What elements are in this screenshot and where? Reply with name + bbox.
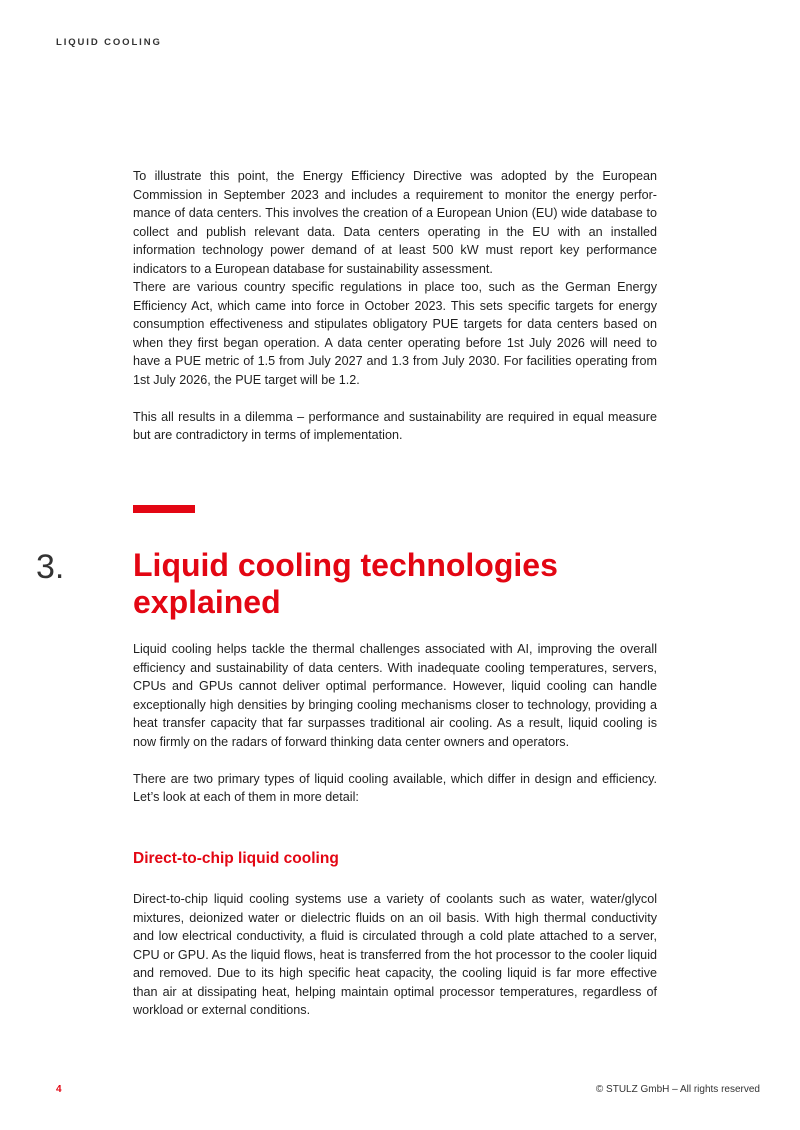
copyright-notice: © STULZ GmbH – All rights reserved	[595, 1084, 760, 1095]
section-text-block	[133, 640, 657, 807]
subsection-text-block	[133, 890, 657, 1020]
subsection-heading: Direct-to-chip liquid cooling	[133, 850, 339, 867]
section-number: 3.	[36, 548, 65, 586]
intro-paragraph: There are various country specific regulations in place too, such as the German Energy Efficiency Act, which came into force in October 2023. This sets specific targets for energy consumption effectiveness and stipulates obligatory PUE targets for data centers based on when they first began operation. A data center operating before 1st July 2026 will need to have a PUE metric of 1.5 from July 2027 and 1.3 from July 2030. For facilities operating from 1st July 2026, the PUE target will be 1.2.	[133, 280, 657, 387]
subsection-paragraph: Direct-to-chip liquid cooling systems use a variety of coolants such as water, water/glycol mixtures, deionized water or dielectric fluids on an oil basis. With high thermal conductivity and low electrical conductivity, a fluid is circulated through a cold plate attached to a server, CPU or GPU. As the liquid flows, heat is transferred from the hot processor to the cooler liquid and removed. Due to its high specific heat capacity, the cooling liquid is far more effective than air at dissipating heat, helping maintain optimal processor temperatures, regardless of workload or external conditions.	[133, 892, 657, 1017]
section-title-line: explained	[133, 584, 281, 620]
intro-paragraph: This all results in a dilemma – performance and sustainability are required in equal measure but are contradictory in terms of implementation.	[133, 409, 657, 442]
section-paragraph: Liquid cooling helps tackle the thermal challenges associated with AI, improving the overall efficiency and sustainability of data centers. With inadequate cooling temperatures, servers, CPUs and GPUs cannot deliver optimal performance. However, liquid cooling can handle exceptionally high densities by bringing cooling mechanisms closer to technology, providing a heat transfer capacity that far surpasses traditional air cooling. As a result, liquid cooling is now firmly on the radars of forward thinking data center owners and operators.	[133, 642, 657, 749]
section-accent-bar	[133, 505, 195, 513]
section-title-line: Liquid cooling technologies	[133, 547, 558, 583]
intro-text-block	[133, 167, 657, 445]
page-number: 4	[56, 1084, 62, 1095]
intro-paragraph: To illustrate this point, the Energy Efficiency Directive was adopted by the European Commission in September 2023 and includes a requirement to monitor the energy performance of data centers. This involves the creation of a European Union (EU) wide database to collect and publish relevant data. Data centers operating in the EU with an installed information technology power demand of at least 500 kW must report key performance indicators to a European database for sustainability assessment.	[133, 169, 657, 276]
running-header: LIQUID COOLING	[56, 37, 162, 48]
section-title	[133, 547, 693, 621]
section-paragraph: There are two primary types of liquid cooling available, which differ in design and efficiency. Let’s look at each of them in more detail:	[133, 771, 657, 804]
